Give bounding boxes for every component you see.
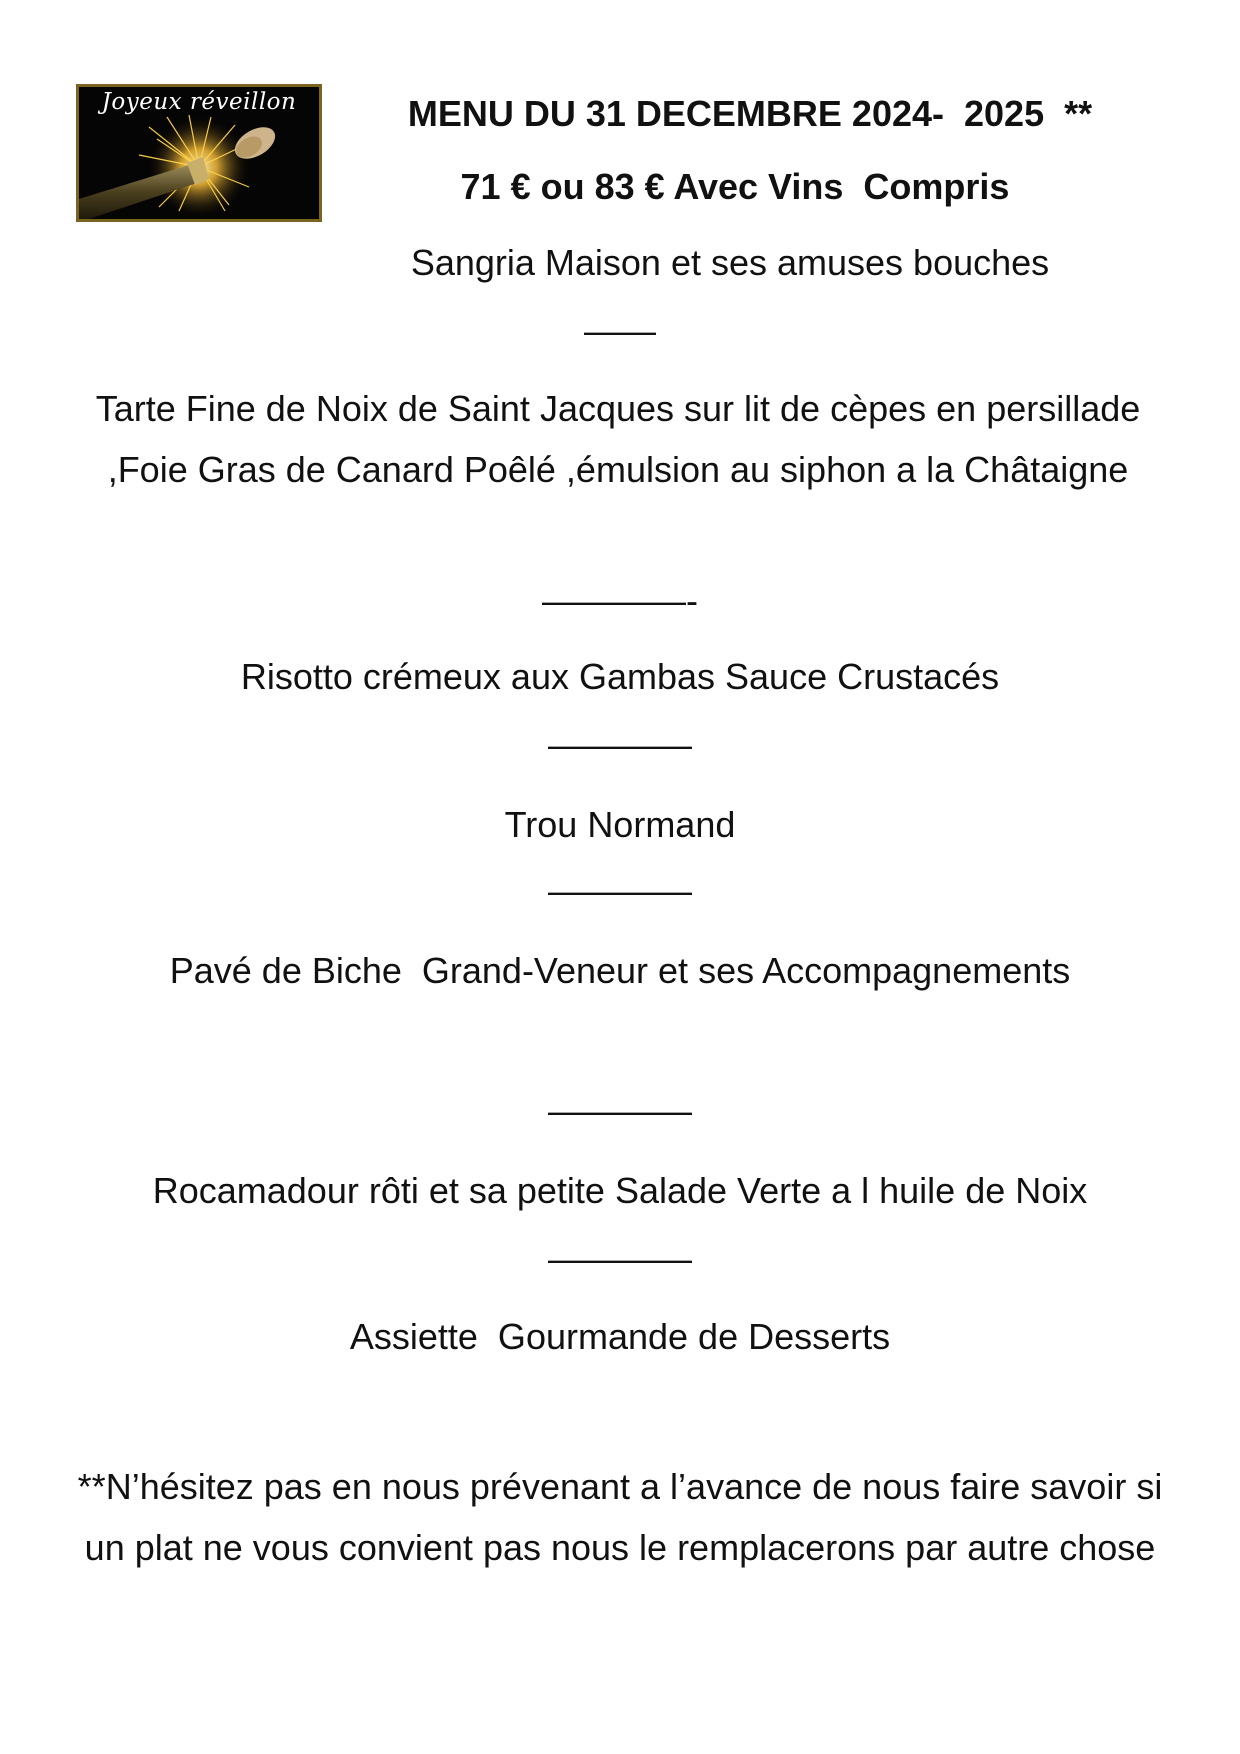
fish-course: Risotto crémeux aux Gambas Sauce Crustacés [240,656,1000,697]
starter-course: Tarte Fine de Noix de Saint Jacques sur lit de cèpes en persillade ,Foie Gras de Canard Poêlé ,émulsion au siphon a la Châtaigne [95,388,1141,490]
separator: ———— [548,1238,692,1279]
separator: ————- [542,580,698,621]
separator: ———— [548,1090,692,1131]
dessert-course: Assiette Gourmande de Desserts [349,1316,891,1357]
separator: ———— [548,870,692,911]
menu-price: 71 € ou 83 € Avec Vins Compris [460,166,1010,207]
menu-title: MENU DU 31 DECEMBRE 2024- 2025 ** [407,93,1093,134]
main-course: Pavé de Biche Grand-Veneur et ses Accompagnements [169,950,1071,991]
footer-note: **N’hésitez pas en nous prévenant a l’avance de nous faire savoir si un plat ne vous convient pas nous le remplacerons par autre chose [77,1466,1163,1568]
cheese-course: Rocamadour rôti et sa petite Salade Verte a l huile de Noix [152,1170,1088,1211]
logo-image [76,84,322,222]
trou-normand-course: Trou Normand [504,804,736,845]
separator: —— [584,310,656,351]
aperitif-course: Sangria Maison et ses amuses bouches [410,242,1050,283]
logo-text: Joyeux réveillon [101,89,297,115]
separator: ———— [548,724,692,765]
